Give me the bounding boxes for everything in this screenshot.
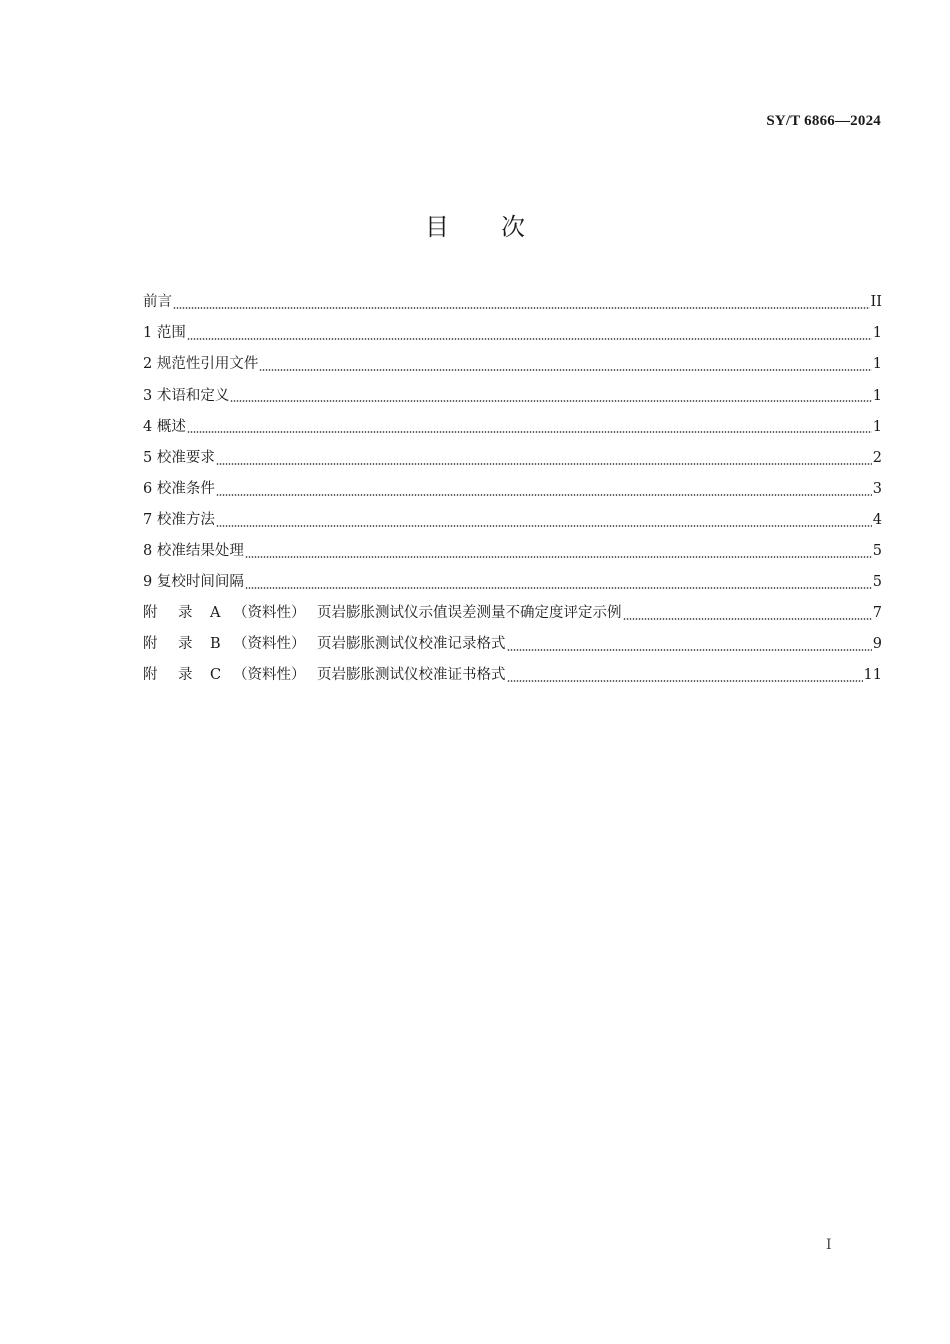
toc-entry-normative-references[interactable] [143,349,882,380]
toc-entry-label: 9 复校时间间隔 [143,574,244,591]
appendix-letter: B [210,636,221,653]
appendix-letter: C [210,667,222,684]
toc-entry-label: 6 校准条件 [143,480,215,497]
appendix-title: 页岩膨胀测试仪校准证书格式 [317,667,506,684]
toc-entry-page: 1 [872,356,882,373]
toc-entry-calibration-requirements[interactable] [143,442,882,473]
toc-entry-appendix-c[interactable] [143,660,882,691]
appendix-fu: 附 [143,605,158,622]
title-char-1: 目 [425,213,449,241]
toc-entry-calibration-conditions[interactable] [143,474,882,505]
appendix-lu: 录 [178,605,193,622]
dot-leader [173,307,870,309]
toc-entry-appendix-b[interactable] [143,629,882,660]
appendix-title: 页岩膨胀测试仪校准记录格式 [317,636,506,653]
appendix-label [143,606,622,621]
toc-entry-label: 1 范围 [143,325,186,342]
appendix-fu: 附 [143,636,158,653]
toc-entry-page: 1 [872,418,882,435]
toc-entry-label: 4 概述 [143,418,186,435]
toc-entry-page: 4 [872,511,882,528]
toc-entry-page: 7 [872,605,882,622]
toc-entry-label: 3 术语和定义 [143,387,230,404]
toc-entry-page: 5 [872,543,882,560]
appendix-fu: 附 [143,667,158,684]
toc-entry-page: 9 [872,636,882,653]
dot-leader [216,525,872,527]
toc-entry-label: 2 规范性引用文件 [143,356,259,373]
toc-entry-scope[interactable] [143,318,882,349]
dot-leader [245,587,872,589]
toc-entry-foreword[interactable] [143,287,882,318]
toc-entry-page: 1 [872,387,882,404]
toc-entry-result-processing[interactable] [143,536,882,567]
dot-leader [623,618,872,620]
appendix-lu: 录 [178,667,193,684]
table-of-contents [143,287,882,691]
toc-entry-overview[interactable] [143,411,882,442]
dot-leader [216,494,872,496]
dot-leader [187,338,872,340]
toc-entry-label: 5 校准要求 [143,449,215,466]
appendix-nature: （资料性） [233,636,306,653]
appendix-nature: （资料性） [233,667,306,684]
page-number: I [826,1237,832,1253]
dot-leader [245,556,872,558]
toc-entry-calibration-methods[interactable] [143,505,882,536]
page-title [0,207,950,242]
appendix-lu: 录 [178,636,193,653]
standard-code: SY/T 6866—2024 [766,113,881,129]
toc-entry-label: 8 校准结果处理 [143,543,244,560]
toc-entry-recalibration-interval[interactable] [143,567,882,598]
toc-entry-terms[interactable] [143,380,882,411]
appendix-label [143,668,506,683]
appendix-label [143,637,506,652]
toc-entry-appendix-a[interactable] [143,598,882,629]
toc-entry-page: II [870,294,882,311]
dot-leader [230,400,871,402]
dot-leader [187,431,872,433]
toc-entry-label: 前言 [143,294,172,311]
toc-entry-page: 1 [872,325,882,342]
toc-entry-page: 11 [863,667,882,684]
toc-entry-page: 2 [872,449,882,466]
dot-leader [216,463,872,465]
title-char-2: 次 [501,213,525,241]
toc-entry-page: 5 [872,574,882,591]
appendix-letter: A [210,605,221,622]
toc-entry-page: 3 [872,480,882,497]
toc-entry-label: 7 校准方法 [143,511,215,528]
dot-leader [507,680,863,682]
dot-leader [259,369,871,371]
appendix-title: 页岩膨胀测试仪示值误差测量不确定度评定示例 [317,605,622,622]
appendix-nature: （资料性） [233,605,306,622]
dot-leader [507,649,872,651]
